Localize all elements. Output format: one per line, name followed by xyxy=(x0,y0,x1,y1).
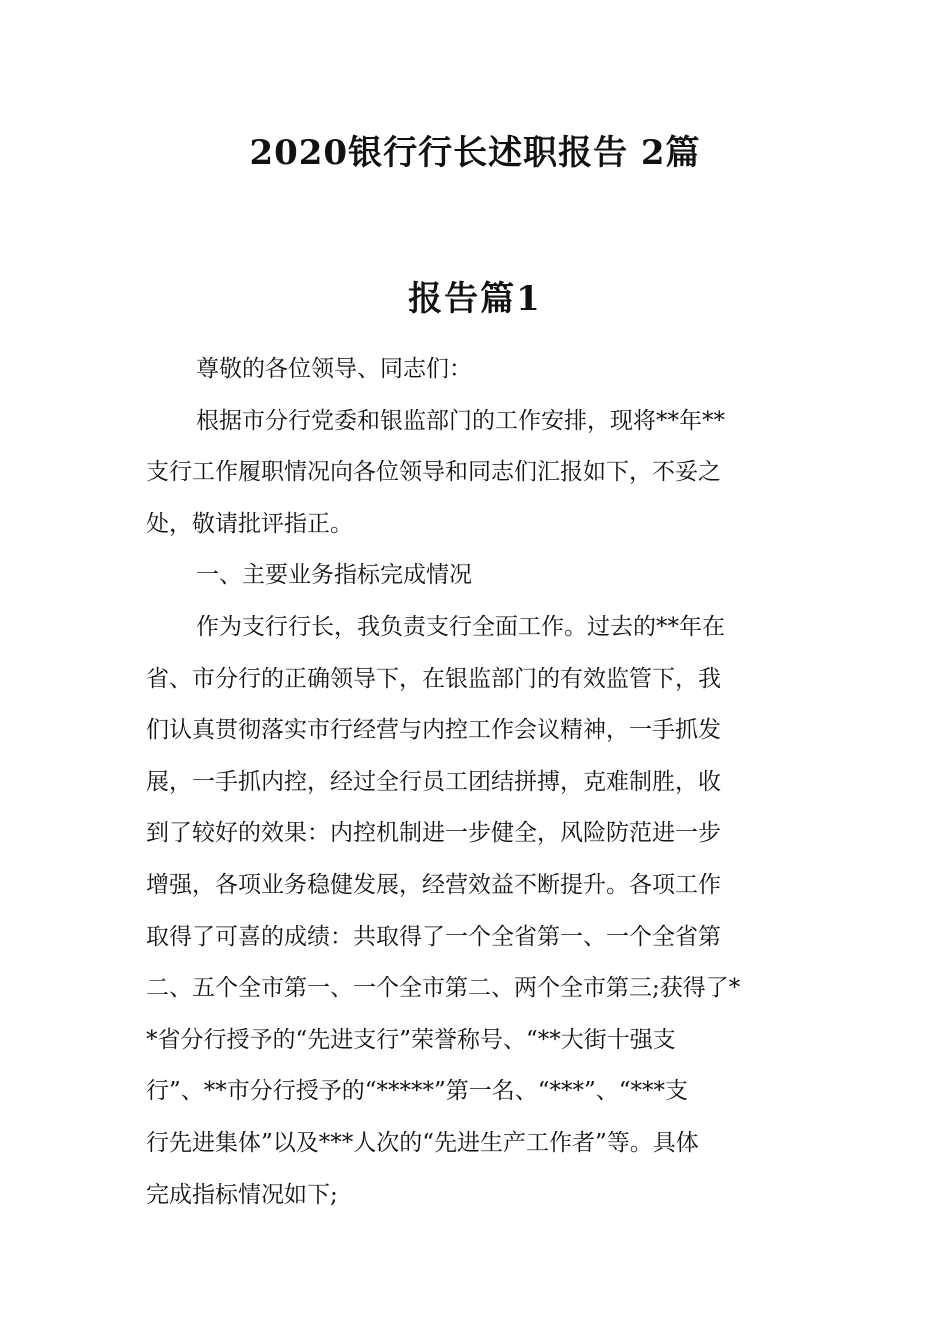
paragraph-line: 行”、**市分行授予的“*****”第一名、“***”、“***支 xyxy=(146,1078,689,1105)
paragraph-line: 处，敬请批评指正。 xyxy=(146,510,353,537)
paragraph-line: 到了较好的效果：内控机制进一步健全，风险防范进一步 xyxy=(146,820,721,847)
paragraph-line: 增强，各项业务稳健发展，经营效益不断提升。各项工作 xyxy=(146,871,721,898)
paragraph-line: 一、主要业务指标完成情况 xyxy=(196,562,472,589)
paragraph-line: 二、五个全市第一、一个全市第二、两个全市第三;获得了* xyxy=(146,975,741,1002)
paragraph-line: 省、市分行的正确领导下，在银监部门的有效监管下，我 xyxy=(146,665,721,692)
paragraph-line: 展，一手抓内控，经过全行员工团结拼搏，克难制胜，收 xyxy=(146,768,721,795)
paragraph-line: *省分行授予的“先进支行”荣誉称号、“**大街十强支 xyxy=(146,1026,676,1053)
body-text xyxy=(146,344,808,1221)
paragraph-line: 支行工作履职情况向各位领导和同志们汇报如下，不妥之 xyxy=(146,459,721,486)
paragraph-line: 取得了可喜的成绩：共取得了一个全省第一、一个全省第 xyxy=(146,923,721,950)
paragraph-line: 根据市分行党委和银监部门的工作安排，现将**年** xyxy=(196,407,725,434)
document-title: 2020银行行长述职报告 2篇 xyxy=(249,133,701,173)
paragraph-line: 尊敬的各位领导、同志们： xyxy=(196,356,472,382)
section-heading: 报告篇1 xyxy=(408,279,542,319)
paragraph-line: 行先进集体”以及***人次的“先进生产工作者”等。具体 xyxy=(146,1129,699,1156)
paragraph-line: 作为支行行长，我负责支行全面工作。过去的**年在 xyxy=(196,613,725,640)
paragraph-line: 们认真贯彻落实市行经营与内控工作会议精神，一手抓发 xyxy=(146,717,721,744)
paragraph-line: 完成指标情况如下; xyxy=(146,1181,338,1208)
